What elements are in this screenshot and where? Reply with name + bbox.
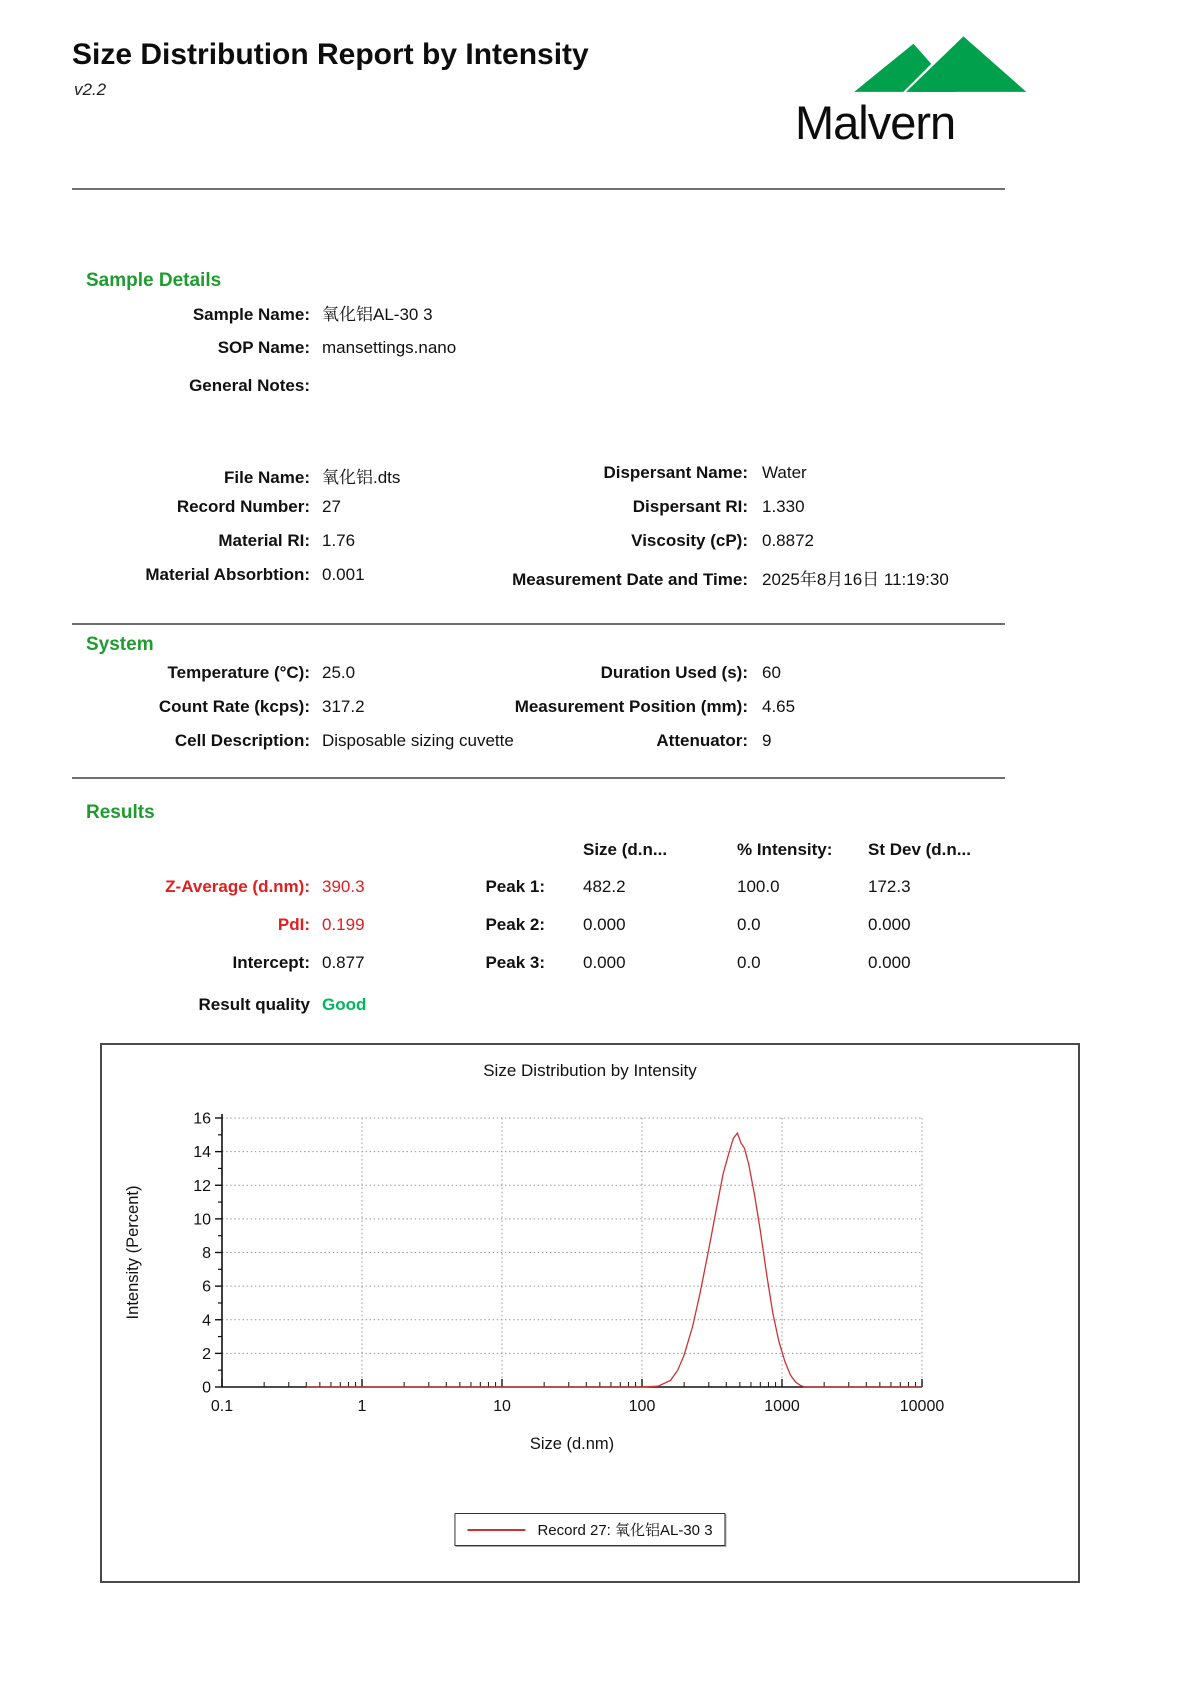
field-row [480,697,1040,731]
chart-title: Size Distribution by Intensity [483,1061,697,1080]
malvern-mountains-icon [845,36,1030,94]
peak-row-value: 0.000 [583,915,626,934]
y-axis-label: Intensity (Percent) [124,1185,142,1320]
field-row [72,531,492,565]
field-row [72,497,492,531]
field-label: Measurement Date and Time: [512,570,748,589]
peak-row-value: 0.0 [737,953,761,972]
peak-row-label: Peak 3: [485,953,545,972]
axis-tick-label: 12 [193,1177,211,1195]
field-label: Temperature (°C): [167,663,310,682]
field-label: Material Absorbtion: [145,565,310,584]
field-row [72,338,972,376]
legend-label: Record 27: 氧化铝AL-30 3 [537,1522,713,1539]
section-title-sample-details: Sample Details [86,270,222,291]
field-value: Disposable sizing cuvette [322,731,514,750]
system-right-rows [480,663,1040,765]
axis-tick-label: 10000 [899,1398,945,1415]
field-label: Dispersant RI: [632,497,748,516]
axis-tick-label: 1 [357,1398,367,1415]
axis-tick-label: 100 [628,1398,656,1415]
field-value: 0.877 [322,953,365,972]
results-divider [72,777,1005,779]
field-label: File Name: [224,468,310,487]
peak-table-header-intensity: % Intensity: [737,840,833,859]
field-row [72,300,972,338]
peak-row-value: 0.000 [583,953,626,972]
field-label: Intercept: [232,953,310,972]
field-value: 2025年8月16日 11:19:30 [762,570,949,589]
peak-table-header-size: Size (d.n... [583,840,668,859]
field-row [72,565,492,599]
axis-tick-label: 0 [202,1379,211,1397]
legend-line-swatch [467,1529,525,1531]
field-row [72,376,972,414]
field-value: 27 [322,497,341,516]
field-value: Water [762,463,807,482]
axis-tick-label: 4 [202,1312,211,1330]
field-label: Attenuator: [656,731,748,750]
peak-row-value: 0.000 [868,953,911,972]
field-value: 9 [762,731,772,750]
field-label: Duration Used (s): [600,663,748,682]
peak-row-value: 0.0 [737,915,761,934]
header-divider [72,188,1005,190]
field-value: 60 [762,663,781,682]
file-info-left-rows [72,463,492,599]
size-distribution-chart-panel [100,1043,1080,1583]
field-label: Material RI: [218,531,310,550]
result-quality-value: Good [322,995,367,1014]
field-row [480,463,1040,497]
axis-tick-label: 0.1 [210,1398,234,1415]
system-divider [72,623,1005,625]
sample-details-rows [72,300,972,414]
axis-tick-label: 16 [193,1110,211,1128]
field-label: PdI: [277,915,310,934]
field-row [480,731,1040,765]
field-value: 317.2 [322,697,365,716]
table-row [430,953,1050,991]
section-title-system: System [86,634,154,655]
peak-table-rows [430,877,1050,991]
axis-tick-label: 10 [193,1211,211,1229]
field-value: 4.65 [762,697,796,716]
report-title: Size Distribution Report by Intensity [72,38,589,71]
field-label: SOP Name: [217,338,310,357]
peak-row-label: Peak 2: [485,915,545,934]
field-value: 1.76 [322,531,356,550]
axis-tick-label: 2 [202,1345,211,1363]
chart-legend [454,1513,725,1546]
field-value: 25.0 [322,663,356,682]
field-row [480,531,1040,565]
field-label: Viscosity (cP): [631,531,748,550]
field-value: 氧化铝AL-30 3 [322,305,433,324]
axis-tick-label: 14 [193,1144,211,1162]
peak-row-value: 100.0 [737,877,780,896]
field-label: Measurement Position (mm): [514,697,748,716]
system-left-rows [72,663,514,765]
field-row [480,497,1040,531]
report-version: v2.2 [74,80,107,99]
result-quality-label: Result quality [198,995,310,1014]
peak-row-value: 0.000 [868,915,911,934]
field-value: 氧化铝.dts [322,468,401,487]
axis-tick-label: 8 [202,1245,211,1262]
size-distribution-chart [102,1045,1078,1581]
peak-row-value: 172.3 [868,877,911,896]
field-row [72,731,514,765]
peak-row-label: Peak 1: [485,877,545,896]
file-info-right-rows [480,463,1040,599]
malvern-logo-text: Malvern [795,96,956,149]
field-value: 0.8872 [762,531,814,550]
field-label: Dispersant Name: [603,463,748,482]
table-row [430,915,1050,953]
field-value: 1.330 [762,497,805,516]
field-row [480,663,1040,697]
field-row [480,565,1040,599]
field-row [72,915,422,953]
field-row [72,995,422,1033]
field-value: mansettings.nano [322,338,457,357]
field-value: 390.3 [322,877,365,896]
axis-tick-label: 1000 [764,1398,800,1415]
field-label: Count Rate (kcps): [158,697,310,716]
field-label: Cell Description: [174,731,310,750]
field-value: 0.199 [322,915,365,934]
field-label: General Notes: [189,376,310,395]
field-label: Z-Average (d.nm): [165,877,310,896]
axis-tick-label: 6 [202,1278,211,1296]
malvern-logo [793,33,1033,153]
field-row [72,697,492,731]
peak-row-value: 482.2 [583,877,626,896]
peak-table-header-stdev: St Dev (d.n... [868,840,971,859]
field-label: Sample Name: [192,305,310,324]
section-title-results: Results [86,802,155,823]
field-row [72,663,492,697]
intensity-curve [306,1133,922,1387]
x-axis-label: Size (d.nm) [529,1435,615,1453]
field-label: Record Number: [176,497,310,516]
field-row [72,463,492,497]
field-row [72,953,422,991]
result-metric-rows [72,877,422,991]
axis-tick-label: 10 [493,1398,511,1415]
result-quality-row [72,995,422,1033]
table-row [430,877,1050,915]
field-value: 0.001 [322,565,365,584]
field-row [72,877,422,915]
